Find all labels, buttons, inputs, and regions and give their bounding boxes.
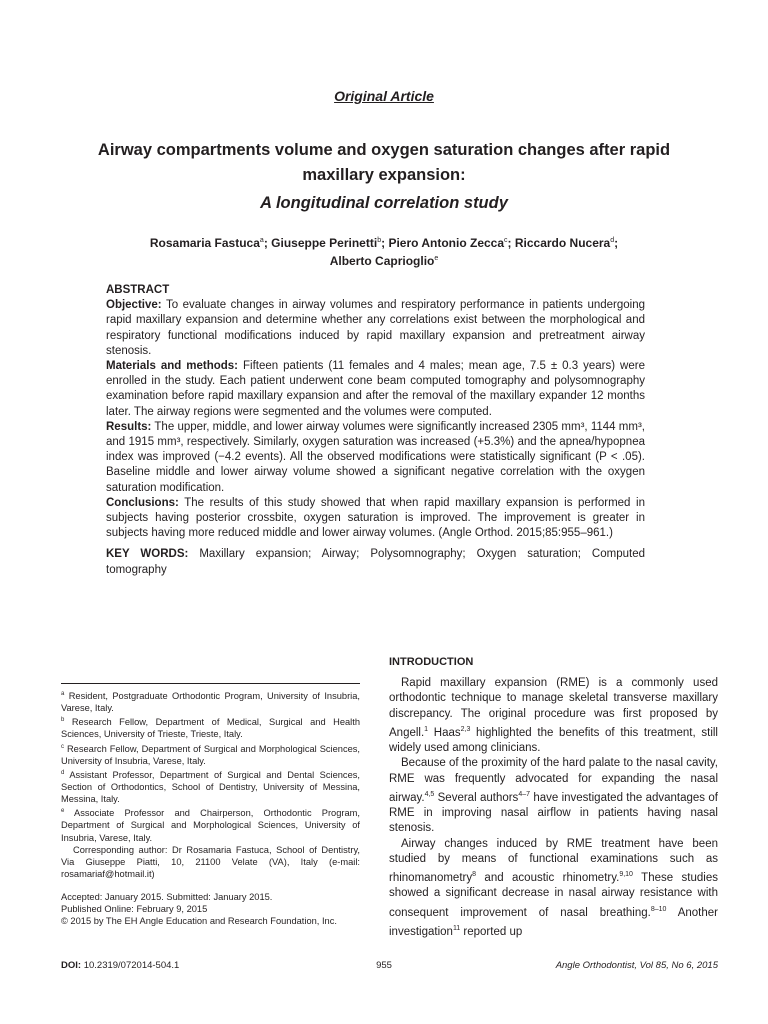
copyright-notice: © 2015 by The EH Angle Education and Research Foundation, Inc. [61,916,337,926]
footnote-mark: c [61,743,64,750]
footnote [61,741,360,767]
abstract-section [106,283,645,578]
footnote-text: Research Fellow, Department of Surgical and Morphological Sciences, University of Insubria, Varese, Italy. [61,743,360,766]
text-run: Because of the proximity of the hard palate to the nasal cavity, RME was frequently advocated for expanding the nasal airway. [389,757,718,804]
text-run: Haas [428,726,461,739]
footnote-divider [61,683,360,684]
text-run: Rapid maxillary expansion (RME) is a commonly used orthodontic technique to manage skeletal transverse maxillary discrepancy. The original procedure was first proposed by Angell. [389,677,718,739]
abstract-objective [106,298,645,359]
abstract-methods [106,359,645,420]
text-run: reported up [460,925,523,938]
citation[interactable]: 1 [424,725,429,733]
doi-value: 10.2319/072014-504.1 [81,960,180,971]
abstract-label: Objective: [106,299,162,312]
footnote-mark: d [61,769,65,776]
text-run: highlighted the benefits of this treatment, still widely used among clinicians. [389,726,718,755]
author-separator: ; [507,236,515,250]
footnote-mark: a [61,691,65,697]
author-affiliation-mark: d [610,237,615,244]
author-affiliation-mark: b [377,237,382,244]
author-name: Riccardo Nucera [514,236,611,250]
text-run: These studies showed a significant decrease in nasal airway resistance with consequent improvement of nasal breathing. [389,872,718,919]
abstract-label: Materials and methods: [106,360,239,373]
author-affiliation-mark: c [504,237,508,244]
citation[interactable]: 11 [452,924,461,932]
citation[interactable]: 2,3 [460,725,471,733]
citation[interactable]: 8–10 [650,905,667,913]
introduction-heading: INTRODUCTION [389,656,474,668]
affiliation-footnotes [61,688,360,880]
abstract-keywords [106,547,645,577]
author-separator: ; [263,236,272,250]
published-date: Published Online: February 9, 2015 [61,904,208,914]
abstract-text: Fifteen patients (11 females and 4 males; mean age, 7.5 ± 0.3 years) were enrolled in the study. Each patient underwent cone beam computed tomography and polysomnography examination before rapid maxillary expansion and after the removal of the maxillary expander 12 months later. The airway regions were segmented and the volumes were computed. [106,360,645,418]
keywords-label: KEY WORDS: [106,548,189,561]
abstract-heading: ABSTRACT [106,284,170,296]
text-run: Airway changes induced by RME treatment have been studied by means of functional examinations such as rhinomanometry [389,837,718,885]
footnote [61,767,360,805]
paragraph [389,676,718,756]
publication-dates [61,891,360,927]
text-run: Another investigation [389,906,719,938]
footnote [61,714,360,740]
abstract-text: The upper, middle, and lower airway volumes were significantly increased 2305 mm³, 1144 mm³, and 1915 mm³, respectively. Similarly, oxygen saturation was increased (+5.3%) and the apnea/hypopnea index was improved (−4.2 events). All the observed modifications were statistically significant (P < .05). Baseline middle and lower airway volume showed a significant negative correlation with the oxygen saturation modification. [106,420,645,494]
author-name: Piero Antonio Zecca [388,236,505,250]
citation[interactable]: 9,10 [619,871,633,879]
footnote-mark: e [61,808,65,815]
citation[interactable]: 4–7 [518,790,530,798]
citation[interactable]: 8 [472,871,476,879]
paragraph [389,837,718,940]
article-type: Original Article [334,88,434,104]
footnote-text: Assistant Professor, Department of Surgical and Dental Sciences, Section of Orthodontics, School of Dentistry, University of Messina, Messina, Italy. [61,769,360,805]
footnote [61,805,360,843]
journal-citation: Angle Orthodontist, Vol 85, No 6, 2015 [555,960,718,971]
accepted-date: Accepted: January 2015. Submitted: January 2015. [61,892,273,902]
corresponding-author: Corresponding author: Dr Rosamaria Fastuca, School of Dentistry, Via Giuseppe Piatti, 10, 21100 Velate (VA), Italy (e-mail: rosamariaf@hotmail.it) [61,844,360,879]
text-run: and acoustic rhinometry. [476,872,620,885]
citation[interactable]: 4,5 [424,790,435,798]
footnote-text: Resident, Postgraduate Orthodontic Program, University of Insubria, Varese, Italy. [61,691,360,714]
doi-label: DOI: [61,960,82,971]
abstract-conclusions [106,496,645,542]
keywords-text: Maxillary expansion; Airway; Polysomnography; Oxygen saturation; Computed tomography [106,548,645,576]
article-title: Airway compartments volume and oxygen saturation changes after rapid maxillary expansion: [97,141,671,184]
page-number: 955 [376,960,392,971]
author-separator: ; [614,236,619,250]
footnote-text: Research Fellow, Department of Medical, Surgical and Health Sciences, University of Trieste, Trieste, Italy. [61,717,360,740]
abstract-label: Conclusions: [106,496,179,509]
text-run: Several authors [434,791,519,804]
author-name: Alberto Caprioglio [329,254,435,268]
author-list [60,233,708,269]
paragraph [389,756,718,836]
author-separator: ; [381,236,389,250]
abstract-text: To evaluate changes in airway volumes and respiratory performance in patients undergoing rapid maxillary expansion and determine whether any correlations exist between the morphological and respiratory functional modifications induced by rapid maxillary expansion and pretreatment airway stenosis. [106,299,645,357]
text-run: have investigated the advantages of RME in improving nasal airflow in patients having nasal stenosis. [389,791,718,835]
author-affiliation-mark: a [259,237,264,244]
article-subtitle: A longitudinal correlation study [260,194,508,212]
footnote-text: Associate Professor and Chairperson, Orthodontic Program, Department of Surgical and Morphological Sciences, University of Insubria, Varese, Italy. [61,808,360,843]
introduction-body [389,676,718,940]
author-name: Rosamaria Fastuca [149,236,260,250]
abstract-text: The results of this study showed that when rapid maxillary expansion is performed in subjects having posterior crossbite, oxygen saturation is improved. The improvement is greater in subjects having more reduced middle and lower airway volumes. (Angle Orthod. 2015;85:955–961.) [106,496,645,540]
author-affiliation-mark: e [434,255,439,262]
author-name: Giuseppe Perinetti [271,236,378,250]
footnote [61,688,360,714]
abstract-label: Results: [106,420,152,433]
footnote-mark: b [61,717,65,724]
abstract-results [106,420,645,496]
